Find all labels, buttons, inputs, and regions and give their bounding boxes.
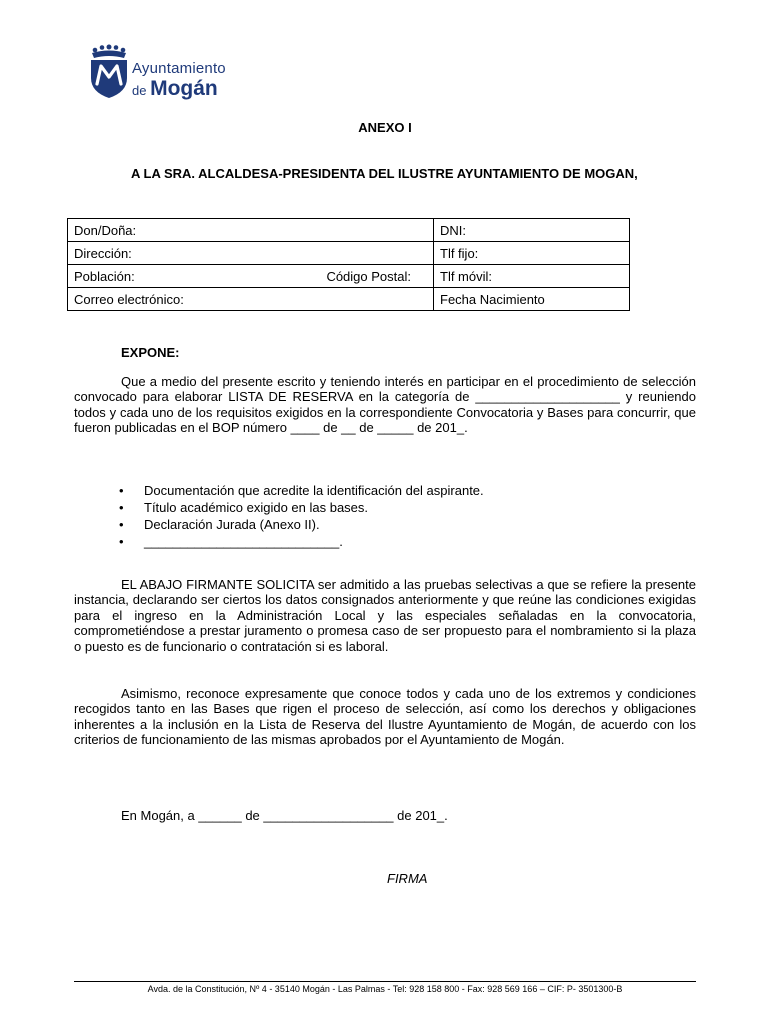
field-direccion[interactable]: Dirección: [68,242,434,265]
addressee-heading: A LA SRA. ALCALDESA-PRESIDENTA DEL ILUSTRE AYUNTAMIENTO DE MOGAN, [131,166,638,181]
list-item: • Título académico exigido en las bases. [74,499,484,516]
applicant-data-table [67,218,630,311]
logo-text-ayuntamiento: Ayuntamiento [132,60,226,77]
footer-divider [74,981,696,982]
footer-address: Avda. de la Constitución, Nº 4 - 35140 Mogán - Las Palmas - Tel: 928 158 800 - Fax: 928 569 166 – CIF: P- 3501300-B [147,984,623,994]
document-title: ANEXO I [358,120,412,135]
logo-text-mogan: de Mogán [132,77,218,100]
field-poblacion: Población: [74,268,135,284]
date-line: En Mogán, a ______ de __________________ de 201_. [121,808,448,823]
field-correo[interactable]: Correo electrónico: [68,288,434,311]
documents-list [74,482,484,550]
field-tlf-fijo[interactable]: Tlf fijo: [434,242,630,265]
crown-shield-icon [86,44,130,100]
list-item: • Documentación que acredite la identificación del aspirante. [74,482,484,499]
list-item: • ___________________________. [74,533,484,550]
field-tlf-movil[interactable]: Tlf móvil: [434,265,630,288]
list-item: • Declaración Jurada (Anexo II). [74,516,484,533]
field-poblacion-row[interactable] [68,265,434,288]
ayuntamiento-logo [86,44,246,100]
signature-label: FIRMA [387,871,428,886]
expone-heading: EXPONE: [121,345,180,360]
field-codigo-postal: Código Postal: [326,268,411,284]
field-dni[interactable]: DNI: [434,219,630,242]
field-fecha-nacimiento[interactable]: Fecha Nacimiento [434,288,630,311]
expone-paragraph: Que a medio del presente escrito y teniendo interés en participar en el procedimiento de selección convocado para elaborar LISTA DE RESERVA en la categoría de ____________________ y reuniendo todos y cada uno de los requisitos exigidos en la correspondiente Convocatoria y Bases para concurrir, que fueron publicadas en el BOP número ____ de __ de _____ de 201_. [74,374,696,436]
solicita-paragraph: EL ABAJO FIRMANTE SOLICITA ser admitido a las pruebas selectivas a que se refiere la presente instancia, declarando ser ciertos los datos consignados anteriormente y que reúne las condiciones exigidas para el ingreso en la Administración Local y las especiales señaladas en la convocatoria, comprometiéndose a prestar juramento o promesa caso de ser propuesto para el nombramiento si la plaza o puesto es de funcionario o contratación si es laboral. [74,577,696,654]
field-don-dona[interactable]: Don/Doña: [68,219,434,242]
asimismo-paragraph: Asimismo, reconoce expresamente que conoce todos y cada uno de los extremos y condiciones recogidos tanto en las Bases que rigen el proceso de selección, así como los derechos y obligaciones inherentes a la inclusión en la Lista de Reserva del Ilustre Ayuntamiento de Mogán, de acuerdo con los criterios de funcionamiento de las mismas aprobados por el Ayuntamiento de Mogán. [74,686,696,748]
